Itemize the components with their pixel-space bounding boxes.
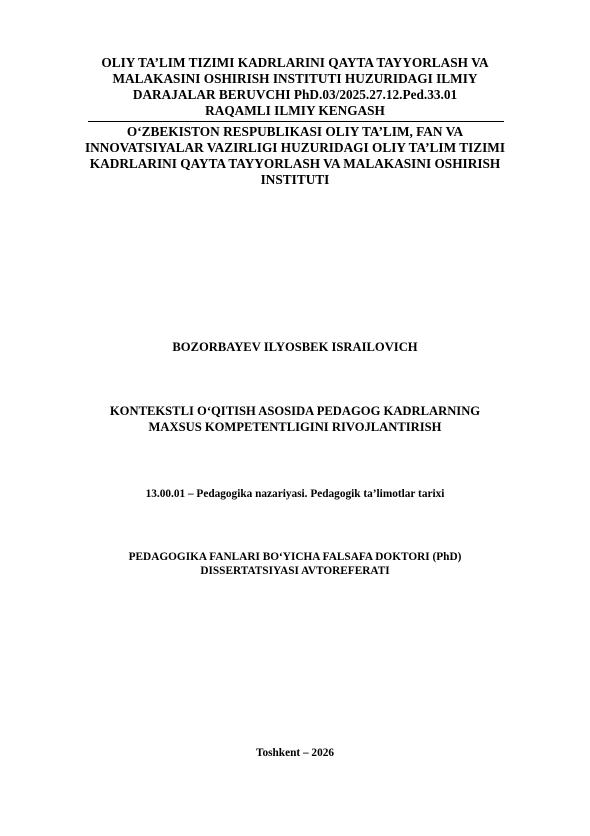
council-line-4: RAQAMLI ILMIY KENGASH	[205, 103, 385, 118]
title-line-2: MAXSUS KOMPETENTLIGINI RIVOJLANTIRISH	[148, 420, 442, 434]
institute-line-1: O‘ZBEKISTON RESPUBLIKASI OLIY TA’LIM, FAN VA	[126, 124, 464, 139]
institute-line-3: KADRLARINI QAYTA TAYYORLASH VA MALAKASINI OSHIRISH	[89, 156, 501, 171]
council-line-1: OLIY TA’LIM TIZIMI KADRLARINI QAYTA TAYYORLASH VA	[101, 55, 489, 70]
degree-line-1: PEDAGOGIKA FANLARI BO‘YICHA FALSAFA DOKTORI (PhD)	[128, 551, 462, 563]
heading-divider	[88, 121, 504, 122]
place-year-text: Toshkent – 2026	[255, 747, 335, 759]
dissertation-title	[60, 403, 530, 435]
specialty-text: 13.00.01 – Pedagogika nazariyasi. Pedagogik ta’limotlar tarixi	[145, 488, 445, 500]
author-name-text: BOZORBAYEV ILYOSBEK ISRAILOVICH	[172, 340, 418, 354]
author-name	[60, 339, 530, 355]
institute-line-2: INNOVATSIYALAR VAZIRLIGI HUZURIDAGI OLIY TA’LIM TIZIMI	[84, 140, 506, 155]
title-line-1: KONTEKSTLI O‘QITISH ASOSIDA PEDAGOG KADRLARNING	[109, 404, 481, 418]
council-line-2: MALAKASINI OSHIRISH INSTITUTI HUZURIDAGI ILMIY	[112, 71, 478, 86]
degree-line-2: DISSERTATSIYASI AVTOREFERATI	[200, 565, 390, 577]
specialty-code	[60, 487, 530, 501]
council-line-3: DARAJALAR BERUVCHI PhD.03/2025.27.12.Ped.33.01	[132, 87, 458, 102]
scientific-council-heading	[60, 55, 530, 119]
institute-line-4: INSTITUTI	[260, 172, 330, 187]
institute-heading	[60, 124, 530, 188]
place-and-year	[60, 746, 530, 760]
degree-statement	[60, 550, 530, 578]
